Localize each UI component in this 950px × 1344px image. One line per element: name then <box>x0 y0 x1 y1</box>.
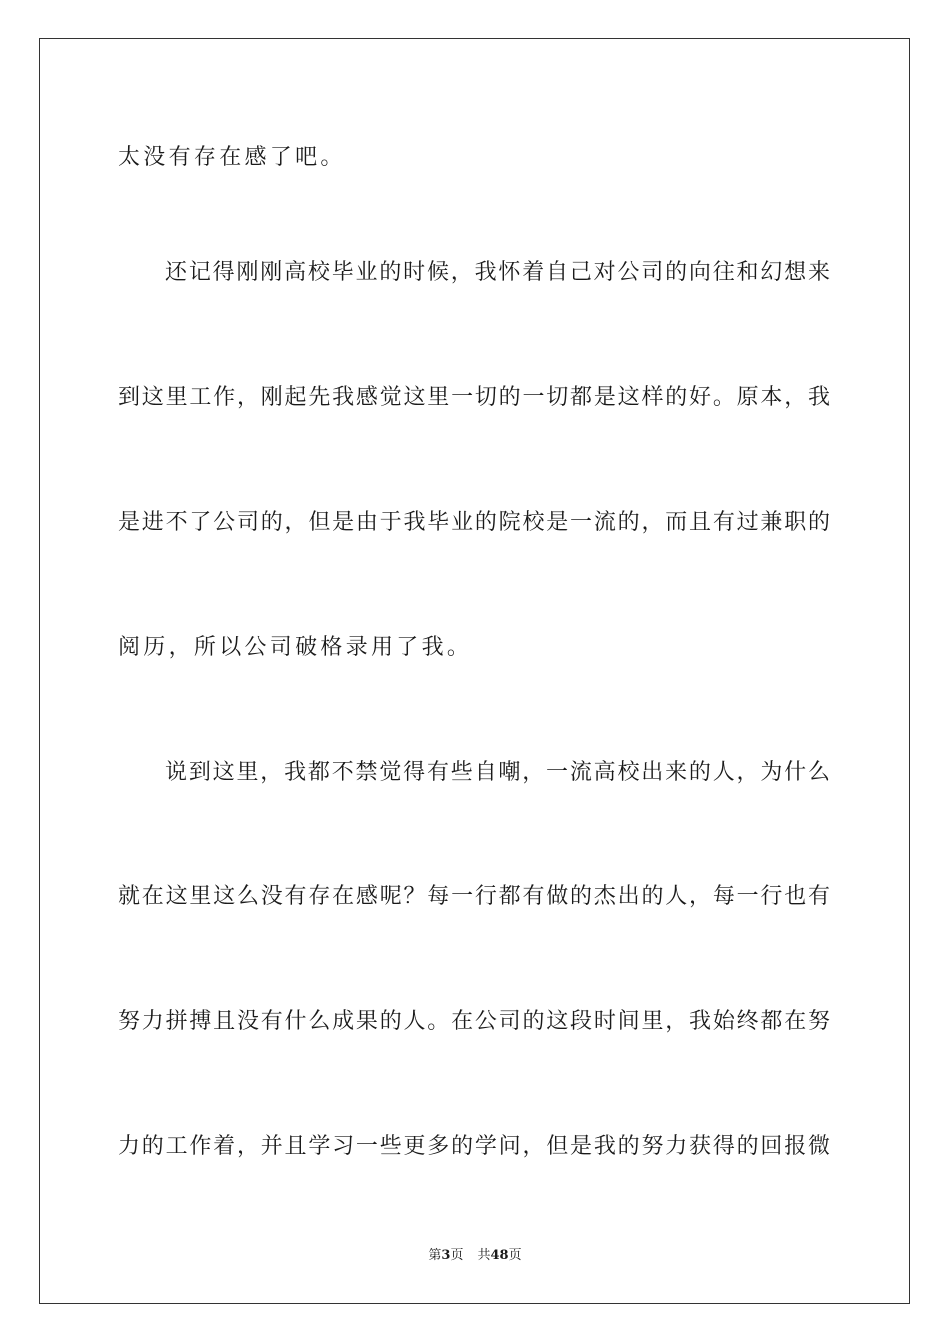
page-suffix: 页 <box>450 1248 464 1263</box>
page-footer <box>0 1247 950 1265</box>
text-line-1: 太没有存在感了吧。 <box>118 145 346 170</box>
total-suffix: 页 <box>508 1248 522 1263</box>
text-line-3: 到这里工作，刚起先我感觉这里一切的一切都是这样的好。原本，我 <box>118 385 830 410</box>
total-pages: 48 <box>490 1248 509 1263</box>
text-line-4: 是进不了公司的，但是由于我毕业的院校是一流的，而且有过兼职的 <box>118 510 830 535</box>
text-line-5: 阅历，所以公司破格录用了我。 <box>118 635 473 660</box>
text-line-2: 还记得刚刚高校毕业的时候，我怀着自己对公司的向往和幻想来 <box>165 260 830 285</box>
text-line-6: 说到这里，我都不禁觉得有些自嘲，一流高校出来的人，为什么 <box>165 760 830 785</box>
text-line-7: 就在这里这么没有存在感呢？每一行都有做的杰出的人，每一行也有 <box>118 884 830 909</box>
page-number: 3 <box>441 1248 451 1263</box>
text-line-9: 力的工作着，并且学习一些更多的学问，但是我的努力获得的回报微 <box>118 1134 830 1159</box>
text-line-8: 努力拼搏且没有什么成果的人。在公司的这段时间里，我始终都在努 <box>118 1009 830 1034</box>
page-border <box>39 38 910 1304</box>
page-prefix: 第 <box>428 1248 442 1263</box>
total-prefix: 共 <box>477 1248 491 1263</box>
